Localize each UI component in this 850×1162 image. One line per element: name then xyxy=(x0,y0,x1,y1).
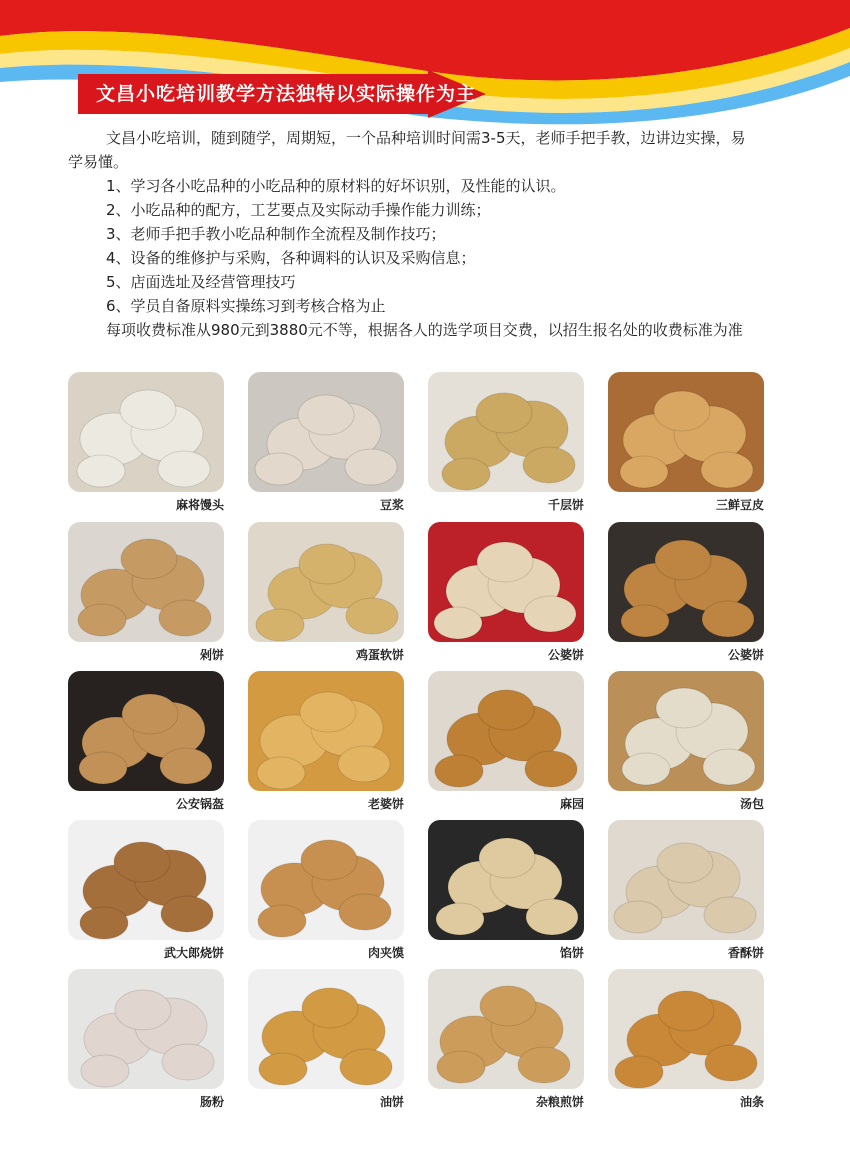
food-label: 豆浆 xyxy=(379,498,404,512)
food-item xyxy=(68,372,224,514)
food-item xyxy=(428,372,584,514)
food-label: 剁饼 xyxy=(199,648,224,662)
multigrain-crepe-icon xyxy=(428,969,584,1089)
food-label: 香酥饼 xyxy=(727,946,764,960)
sesame-ball-icon xyxy=(428,671,584,791)
soy-milk-icon xyxy=(248,372,404,492)
food-item xyxy=(608,522,764,664)
food-item xyxy=(428,969,584,1111)
rice-roll-icon xyxy=(68,969,224,1089)
intro-section xyxy=(68,126,758,342)
food-label: 汤包 xyxy=(739,797,764,811)
food-item xyxy=(68,820,224,962)
gongpo-cake-fried-icon xyxy=(608,522,764,642)
food-item xyxy=(428,522,584,664)
intro-item-4: 4、设备的维修护与采购，各种调料的认识及采购信息； xyxy=(106,249,476,267)
food-label: 肉夹馍 xyxy=(367,946,404,960)
intro-item-3: 3、老师手把手教小吃品种制作全流程及制作技巧； xyxy=(106,225,446,243)
food-label: 馅饼 xyxy=(559,946,584,960)
food-item xyxy=(608,969,764,1111)
stuffed-pie-icon xyxy=(428,820,584,940)
food-label: 三鲜豆皮 xyxy=(715,498,764,512)
food-item xyxy=(428,820,584,962)
youtiao-icon xyxy=(608,969,764,1089)
food-item xyxy=(608,820,764,962)
fried-cake-icon xyxy=(248,969,404,1089)
food-item xyxy=(68,671,224,813)
intro-lead: 文昌小吃培训，随到随学，周期短，一个品种培训时间需3-5天，老师手把手教，边讲边实操，易学易懂。 xyxy=(68,129,746,171)
intro-item-6: 6、学员自备原料实操练习到考核合格为止 xyxy=(106,297,386,315)
intro-item-1: 1、学习各小吃品种的小吃品种的原材料的好坏识别，及性能的认识。 xyxy=(106,177,566,195)
food-label: 老婆饼 xyxy=(367,797,404,811)
intro-fee: 每项收费标准从980元到3880元不等，根据各人的选学项目交费，以招生报名处的收费标准为准 xyxy=(106,321,743,339)
food-item xyxy=(248,969,404,1111)
intro-item-2: 2、小吃品种的配方，工艺要点及实际动手操作能力训练； xyxy=(106,201,491,219)
food-label: 公婆饼 xyxy=(727,648,764,662)
soup-dumpling-icon xyxy=(608,671,764,791)
gongpo-cake-icon xyxy=(428,522,584,642)
food-item xyxy=(608,671,764,813)
food-label: 麻将馒头 xyxy=(175,498,224,512)
food-label: 油饼 xyxy=(379,1095,404,1109)
food-label: 麻园 xyxy=(559,797,584,811)
food-item xyxy=(68,522,224,664)
intro-item-5: 5、店面选址及经营管理技巧 xyxy=(106,273,296,291)
wudalang-shaobing-icon xyxy=(68,820,224,940)
food-label: 千层饼 xyxy=(547,498,584,512)
layered-pancake-icon xyxy=(428,372,584,492)
chopped-pancake-icon xyxy=(68,522,224,642)
roujiamo-icon xyxy=(248,820,404,940)
steamed-bun-icon xyxy=(68,372,224,492)
food-label: 杂粮煎饼 xyxy=(535,1095,584,1109)
tofu-skin-icon xyxy=(608,372,764,492)
food-item xyxy=(248,671,404,813)
guokui-icon xyxy=(68,671,224,791)
crispy-cake-icon xyxy=(608,820,764,940)
food-item xyxy=(428,671,584,813)
food-item xyxy=(248,372,404,514)
food-item xyxy=(68,969,224,1111)
food-item xyxy=(248,820,404,962)
food-label: 鸡蛋软饼 xyxy=(355,648,404,662)
food-label: 武大郎烧饼 xyxy=(163,946,224,960)
food-label: 公婆饼 xyxy=(547,648,584,662)
food-item xyxy=(608,372,764,514)
food-label: 公安锅盔 xyxy=(175,797,224,811)
food-item xyxy=(248,522,404,664)
food-label: 肠粉 xyxy=(199,1095,224,1109)
page-title: 文昌小吃培训教学方法独特以实际操作为主 xyxy=(96,83,477,105)
wife-cake-icon xyxy=(248,671,404,791)
egg-pancake-icon xyxy=(248,522,404,642)
food-label: 油条 xyxy=(739,1095,764,1109)
